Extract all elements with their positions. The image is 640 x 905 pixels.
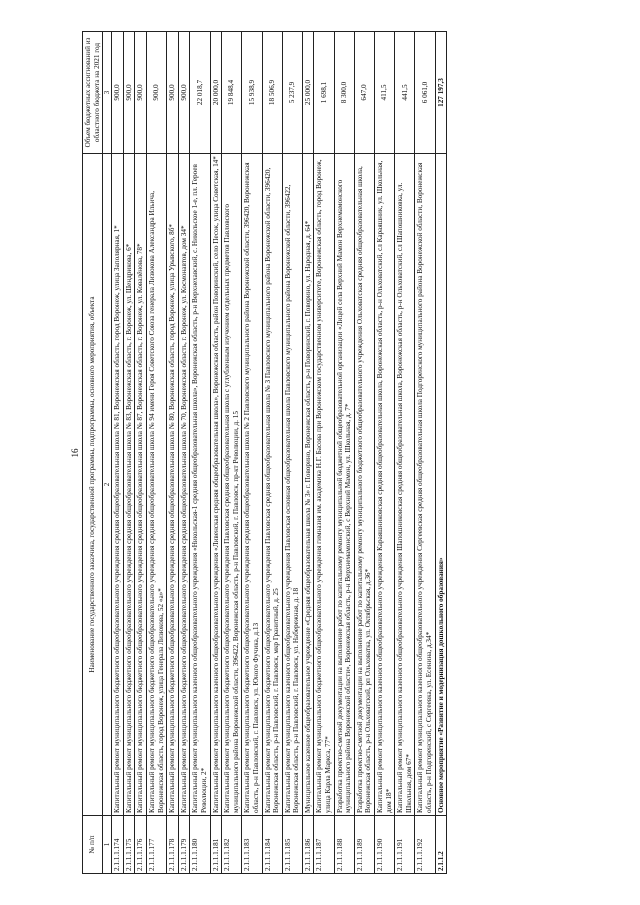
table-row bbox=[135, 31, 147, 873]
table-row bbox=[334, 31, 354, 873]
row-object-name: Капитальный ремонт муниципального бюджетного общеобразовательного учреждения Павловская средняя общеобразовательная школа № 3 Павловского муниципального района Воронежской области, 396420, Воронежская область, р-н Павловский, г. Павловск, мкр Гранитный, д. 25 bbox=[262, 153, 282, 815]
table-row bbox=[375, 31, 395, 873]
row-amount: 8 300,0 bbox=[334, 31, 354, 153]
row-object-name: Капитальный ремонт муниципального казенного общеобразовательного учреждения Сергеевская средняя общеобразовательная школа Подгоренского муниципального района Воронежской области, Воронежская область, р-н Подгоренский, с Сергеевка, ул. Есенина, д.34* bbox=[415, 153, 435, 815]
table-row bbox=[262, 31, 282, 873]
row-number: 2.1.1.1.188 bbox=[334, 815, 354, 873]
header-amount: Объем бюджетных ассигнований из областного бюджета на 2021 год bbox=[83, 31, 103, 153]
row-number: 2.1.1.1.182 bbox=[222, 815, 242, 873]
row-object-name: Муниципальное казенное общеобразовательное учреждение «Средняя общеобразовательная школа № 3» г. Поворино, Воронежская область, р-н Поворинский, г. Поворино, ул. Народная, д. 64* bbox=[302, 153, 314, 815]
row-object-name: Капитальный ремонт муниципального бюджетного общеобразовательного учреждения средняя общеобразовательная школа № 83, Воронежская область, г. Воронеж, ул. Шендрикова, 6* bbox=[123, 153, 135, 815]
row-amount: 15 938,9 bbox=[242, 31, 262, 153]
row-amount: 18 506,9 bbox=[262, 31, 282, 153]
row-object-name: Капитальный ремонт муниципального казенного общеобразовательного учреждения «Ливенская средняя общеобразовательная школа», Воронежская область, район Поворинский, село Песок, улица Советская, 14* bbox=[210, 153, 222, 815]
row-number: 2.1.1.1.183 bbox=[242, 815, 262, 873]
row-object-name: Основное мероприятие «Развитие и модернизация дошкольного образования» bbox=[435, 153, 447, 815]
row-object-name: Капитальный ремонт муниципального казенного общеобразовательного учреждения Караяшниковская средняя общеобразовательная школа, Воронежская область, р-н Ольховатский, сл Караяшник, ул. Школьная, дом 18* bbox=[375, 153, 395, 815]
row-number: 2.1.1.1.186 bbox=[302, 815, 314, 873]
row-number: 2.1.1.1.174 bbox=[112, 815, 124, 873]
table-row bbox=[302, 31, 314, 873]
header-name: Наименование государственного заказчика, государственной программы, подпрограммы, основного мероприятия, объекта bbox=[83, 153, 103, 815]
row-amount: 441,5 bbox=[395, 31, 415, 153]
table-row bbox=[242, 31, 262, 873]
table-row bbox=[123, 31, 135, 873]
row-amount: 900,0 bbox=[167, 31, 179, 153]
column-index: 3 bbox=[103, 31, 112, 153]
row-number: 2.1.1.2 bbox=[435, 815, 447, 873]
row-amount: 19 848,4 bbox=[222, 31, 242, 153]
table-row bbox=[210, 31, 222, 873]
row-number: 2.1.1.1.191 bbox=[395, 815, 415, 873]
row-number: 2.1.1.1.180 bbox=[190, 815, 210, 873]
row-object-name: Капитальный ремонт муниципального бюджетного общеобразовательного учреждения средняя общеобразовательная школа № 81, Воронежская область, город Воронеж, улица Заполярная, 1* bbox=[112, 153, 124, 815]
table-row bbox=[415, 31, 435, 873]
row-number: 2.1.1.1.179 bbox=[178, 815, 190, 873]
row-number: 2.1.1.1.187 bbox=[314, 815, 334, 873]
table-header-row bbox=[83, 31, 103, 873]
row-amount: 900,0 bbox=[146, 31, 166, 153]
table-row bbox=[190, 31, 210, 873]
row-number: 2.1.1.1.185 bbox=[282, 815, 302, 873]
row-number: 2.1.1.1.189 bbox=[354, 815, 374, 873]
row-object-name: Капитальный ремонт муниципального бюджетного общеобразовательного учреждения гимназия им. академика Н.Г. Басова при Воронежском государственном университете, Воронежская область, город Воронеж, улица Карла Маркса, 77* bbox=[314, 153, 334, 815]
row-object-name: Капитальный ремонт муниципального бюджетного общеобразовательного учреждения средняя общеобразовательная школа № 94 имени Героя Советского Союза генерала Лизюкова Александра Ильича, Воронежская область, город Воронеж, улица Генерала Лизюкова, 52 «а»* bbox=[146, 153, 166, 815]
row-amount: 25 000,0 bbox=[302, 31, 314, 153]
table-row bbox=[178, 31, 190, 873]
table-row bbox=[167, 31, 179, 873]
row-number: 2.1.1.1.190 bbox=[375, 815, 395, 873]
table-row bbox=[146, 31, 166, 873]
header-number: № п/п bbox=[83, 815, 103, 873]
row-amount: 900,0 bbox=[123, 31, 135, 153]
row-number: 2.1.1.1.178 bbox=[167, 815, 179, 873]
row-amount: 6 061,0 bbox=[415, 31, 435, 153]
row-amount: 900,0 bbox=[178, 31, 190, 153]
table-row bbox=[222, 31, 242, 873]
row-object-name: Капитальный ремонт муниципального бюджетного общеобразовательного учреждения Павловская средняя общеобразовательная школа с углубленным изучением отдельных предметов Павловского муниципального района Воронежской области, 396422, Воронежская область, р-н Павловский, г. Павловск, пр-кт Революции, д. 15 bbox=[222, 153, 242, 815]
row-number: 2.1.1.1.176 bbox=[135, 815, 147, 873]
row-object-name: Капитальный ремонт муниципального казенного общеобразовательного учреждения Шапошниковская средняя общеобразовательная школа, Воронежская область, р-н Ольховатский, сл Шапошниковка, ул. Школьная, дом 67* bbox=[395, 153, 415, 815]
table-row bbox=[354, 31, 374, 873]
row-object-name: Разработка проектно-сметной документации на выполнение работ по капитальному ремонту муниципального бюджетного общеобразовательного учреждения Ольховатская средняя общеобразовательная школа, Воронежская область, р-н Ольховатский, рп Ольховатка, ул. Октябрьская, д.36* bbox=[354, 153, 374, 815]
row-amount: 1 698,1 bbox=[314, 31, 334, 153]
row-amount: 20 000,0 bbox=[210, 31, 222, 153]
row-object-name: Разработка проектно-сметной документации на выполнение работ по капитальному ремонту муниципальной бюджетной общеобразовательной организации «Лицей села Верхний Мамон Верхнемамонского муниципального района Воронежской области», Воронежская область, р-н Верхнемамонский, с Верхний Мамон, ул. Школьная, д. 7* bbox=[334, 153, 354, 815]
row-object-name: Капитальный ремонт муниципального бюджетного общеобразовательного учреждения средняя общеобразовательная школа № 70, Воронежская область, г. Воронеж, ул. Космонавтов, дом 34* bbox=[178, 153, 190, 815]
table-row bbox=[435, 31, 447, 873]
row-number: 2.1.1.1.192 bbox=[415, 815, 435, 873]
row-amount: 5 237,9 bbox=[282, 31, 302, 153]
column-index: 2 bbox=[103, 153, 112, 815]
row-number: 2.1.1.1.177 bbox=[146, 815, 166, 873]
row-amount: 647,0 bbox=[354, 31, 374, 153]
row-amount: 127 197,3 bbox=[435, 31, 447, 153]
table-row bbox=[395, 31, 415, 873]
row-object-name: Капитальный ремонт муниципального бюджетного общеобразовательного учреждения средняя общеобразовательная школа № 2 Павловского муниципального района Воронежской области, 396420, Воронежская область, р-н Павловский, г. Павловск, ул. Юного Фучика, д.13 bbox=[242, 153, 262, 815]
page-number: 16 bbox=[70, 448, 80, 457]
row-object-name: Капитальный ремонт муниципального казенного общеобразовательного учреждения «Никольская-1 средняя общеобразовательная школа», Воронежская область, р-н Верхнехавский, с. Никольское 1-е, пл. Героев Революции, 2* bbox=[190, 153, 210, 815]
table-row bbox=[314, 31, 334, 873]
column-index: 1 bbox=[103, 815, 112, 873]
row-amount: 411,5 bbox=[375, 31, 395, 153]
row-number: 2.1.1.1.184 bbox=[262, 815, 282, 873]
row-amount: 22 018,7 bbox=[190, 31, 210, 153]
budget-table bbox=[82, 31, 447, 874]
table-row bbox=[112, 31, 124, 873]
table-row bbox=[282, 31, 302, 873]
column-index-row bbox=[103, 31, 112, 873]
row-number: 2.1.1.1.175 bbox=[123, 815, 135, 873]
row-amount: 900,0 bbox=[135, 31, 147, 153]
row-amount: 900,0 bbox=[112, 31, 124, 153]
row-object-name: Капитальный ремонт муниципального бюджетного общеобразовательного учреждения средняя общеобразовательная школа № 87, Воронежская область, г. Воронеж, ул. Ковалёнова, 78* bbox=[135, 153, 147, 815]
row-object-name: Капитальный ремонт муниципального бюджетного общеобразовательного учреждения средняя общеобразовательная школа № 80, Воронежская область, город Воронеж, улица Урывского, 8б* bbox=[167, 153, 179, 815]
row-number: 2.1.1.1.181 bbox=[210, 815, 222, 873]
rotated-page bbox=[58, 32, 582, 874]
row-object-name: Капитальный ремонт муниципального казенного общеобразовательного учреждения Павловская основная общеобразовательная школа Павловского муниципального района Воронежской области, 396422, Воронежская область, р-н Павловский, г. Павловск, ул. Набережная, д. 18 bbox=[282, 153, 302, 815]
